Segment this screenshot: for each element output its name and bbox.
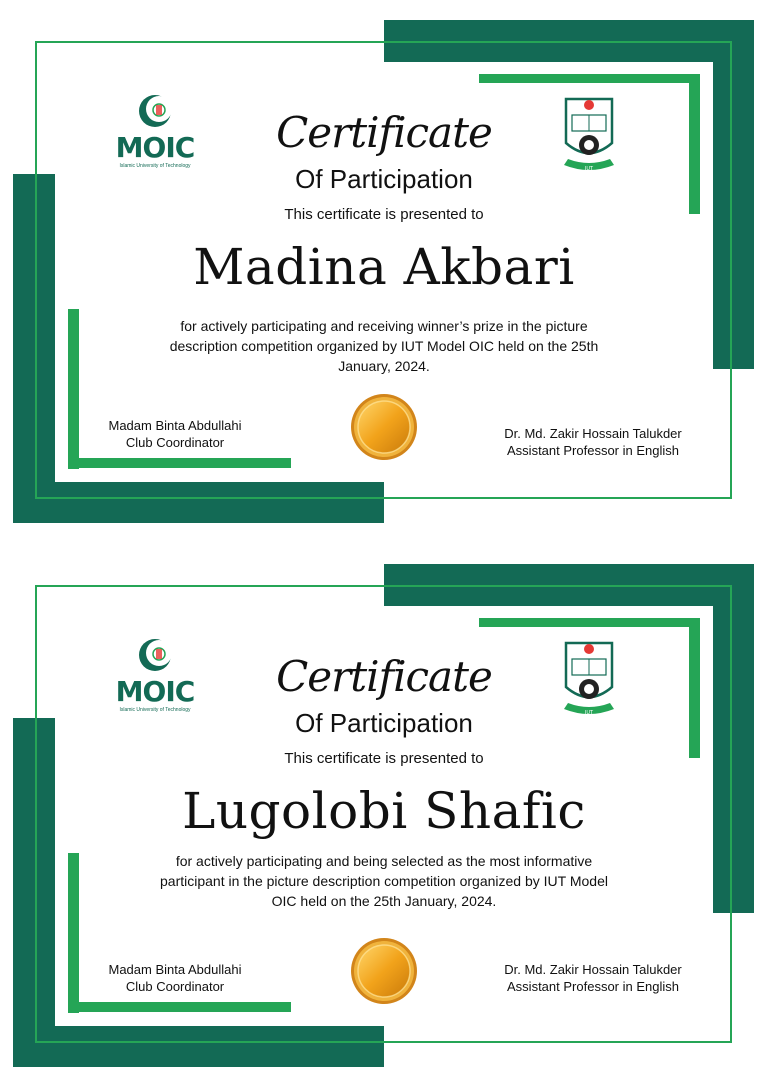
left-signatory	[95, 417, 255, 451]
right-signatory-role: Assistant Professor in English	[507, 443, 679, 458]
moic-logo-subtext: Islamic University of Technology	[119, 163, 191, 169]
description-line: for actively participating and being selected as the most informative	[175, 853, 593, 869]
certificate-2	[0, 544, 768, 1088]
left-signatory-role: Club Coordinator	[125, 435, 225, 450]
right-signatory-name: Dr. Md. Zakir Hossain Talukder	[504, 426, 682, 441]
right-signatory-name: Dr. Md. Zakir Hossain Talukder	[504, 962, 682, 977]
right-signatory	[488, 961, 698, 995]
certificate-subtitle: Of Participation	[295, 708, 473, 738]
description-line: description competition organized by IUT Model OIC held on the 25th	[169, 338, 599, 354]
presented-to-text: This certificate is presented to	[284, 206, 484, 223]
certificate-description	[140, 316, 628, 376]
recipient-name: Madina Akbari	[193, 238, 575, 296]
iut-crest-text: IUT	[584, 166, 594, 172]
left-signatory-name: Madam Binta Abdullahi	[108, 418, 242, 433]
left-signatory-name: Madam Binta Abdullahi	[108, 962, 242, 977]
description-line: January, 2024.	[338, 358, 430, 374]
description-line: participant in the picture description competition organized by IUT Model	[160, 873, 608, 889]
certificate-description	[140, 851, 628, 911]
bottom-left-accent-v	[68, 853, 79, 1013]
left-signatory	[95, 961, 255, 995]
gold-medal-icon	[350, 937, 418, 1005]
certificate-title: Certificate	[276, 108, 492, 157]
iut-crest-text: IUT	[584, 710, 594, 716]
recipient-name: Lugolobi Shafic	[182, 782, 586, 840]
left-signatory-role: Club Coordinator	[125, 979, 225, 994]
bottom-left-accent-v	[68, 309, 79, 469]
gold-medal-icon	[350, 393, 418, 461]
bottom-left-accent-h	[68, 458, 291, 468]
description-line: OIC held on the 25th January, 2024.	[271, 893, 497, 909]
certificate-title: Certificate	[276, 652, 492, 701]
bottom-left-accent-h	[68, 1002, 291, 1012]
top-right-accent-h	[479, 618, 700, 627]
certificate-subtitle: Of Participation	[295, 164, 473, 194]
presented-to-text: This certificate is presented to	[284, 750, 484, 767]
right-signatory	[488, 425, 698, 459]
right-signatory-role: Assistant Professor in English	[507, 979, 679, 994]
top-right-accent-h	[479, 74, 700, 83]
description-line: for actively participating and receiving winner’s prize in the picture	[180, 318, 588, 334]
moic-logo-subtext: Islamic University of Technology	[119, 707, 191, 713]
moic-logo-text: MOIC	[115, 131, 195, 164]
moic-logo-text: MOIC	[115, 675, 195, 708]
